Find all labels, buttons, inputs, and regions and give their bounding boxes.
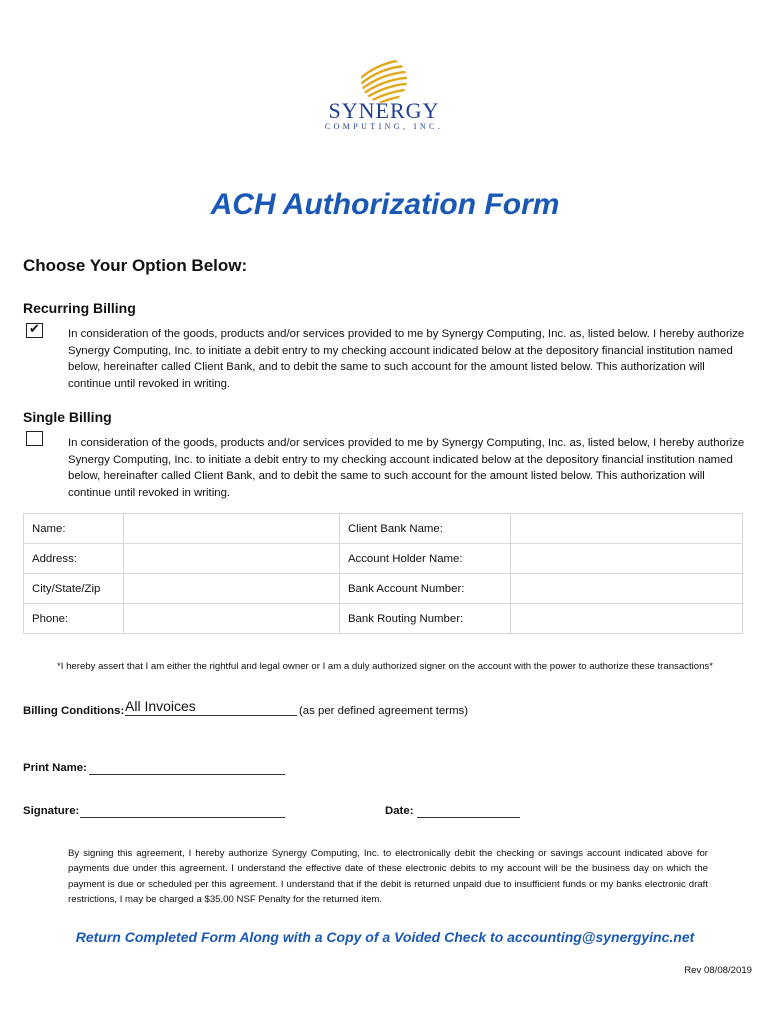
signing-disclaimer: By signing this agreement, I hereby authorize Synergy Computing, Inc. to electronically debit the checking or savings account indicated above for payments due under this agreement. I understand the effective date of these electronic debits to my account will be the business day on which the payment is due or scheduled per this agreement. I understand that if the debit is returned unpaid due to insufficient funds or my banks electronic draft restrictions, I may be charged a $35.00 NSF Penalty for the returned item. (68, 848, 708, 905)
single-billing-heading: Single Billing (23, 409, 112, 425)
billing-conditions-suffix: (as per defined agreement terms) (299, 705, 469, 717)
city-state-zip-field[interactable] (124, 574, 340, 604)
account-holder-name-label: Account Holder Name: (339, 544, 510, 574)
client-bank-name-label: Client Bank Name: (339, 514, 510, 544)
billing-conditions-field[interactable]: All Invoices (125, 698, 297, 716)
name-field[interactable] (124, 514, 340, 544)
revision-date: Rev 08/08/2019 (684, 965, 752, 976)
print-name-label: Print Name: (23, 762, 87, 774)
choose-option-heading: Choose Your Option Below: (23, 256, 248, 275)
table-row (24, 514, 743, 544)
phone-field[interactable] (124, 604, 340, 634)
address-label: Address: (24, 544, 124, 574)
address-field[interactable] (124, 544, 340, 574)
recurring-billing-heading: Recurring Billing (23, 300, 136, 316)
city-state-zip-label: City/State/Zip (24, 574, 124, 604)
bank-account-number-label: Bank Account Number: (339, 574, 510, 604)
billing-conditions-label: Billing Conditions: (23, 705, 125, 717)
phone-label: Phone: (24, 604, 124, 634)
brand-subtitle: COMPUTING, INC. (324, 122, 444, 131)
bank-routing-number-field[interactable] (511, 604, 743, 634)
table-row (24, 604, 743, 634)
signature-label: Signature: (23, 805, 80, 817)
table-row (24, 544, 743, 574)
bank-account-number-field[interactable] (511, 574, 743, 604)
account-holder-name-field[interactable] (511, 544, 743, 574)
page-title: ACH Authorization Form (210, 188, 560, 221)
recurring-billing-checkbox[interactable]: ✔ (26, 323, 43, 338)
single-billing-text: In consideration of the goods, products and/or services provided to me by Synergy Computing, Inc. as, listed below, I hereby authorize Synergy Computing, Inc. to initiate a debit entry to my checking account indicated below at the depository financial institution named below, hereinafter called Client Bank, and to debit the same to such account for the amount listed below. This authorization will continue until revoked in writing. (68, 437, 745, 499)
date-label: Date: (385, 805, 414, 817)
brand-name: SYNERGY (328, 98, 440, 123)
signature-field[interactable] (80, 800, 285, 818)
table-row (24, 574, 743, 604)
account-info-table (23, 513, 743, 634)
date-field[interactable] (417, 800, 520, 818)
single-billing-checkbox[interactable] (26, 431, 43, 446)
return-instructions: Return Completed Form Along with a Copy of a Voided Check to accounting@synergyinc.net (75, 929, 695, 945)
name-label: Name: (24, 514, 124, 544)
client-bank-name-field[interactable] (511, 514, 743, 544)
print-name-field[interactable] (89, 757, 285, 775)
recurring-billing-text: In consideration of the goods, products and/or services provided to me by Synergy Computing, Inc. as, listed below. I hereby authorize Synergy Computing, Inc. to initiate a debit entry to my checking account indicated below at the depository financial institution named below, hereinafter called Client Bank, and to debit the same to such account for the amount listed below. This authorization will continue until revoked in writing. (68, 328, 745, 390)
authorization-assertion: *I hereby assert that I am either the rightful and legal owner or I am a duly authorized signer on the account with the power to authorize these transactions* (57, 661, 713, 672)
bank-routing-number-label: Bank Routing Number: (339, 604, 510, 634)
